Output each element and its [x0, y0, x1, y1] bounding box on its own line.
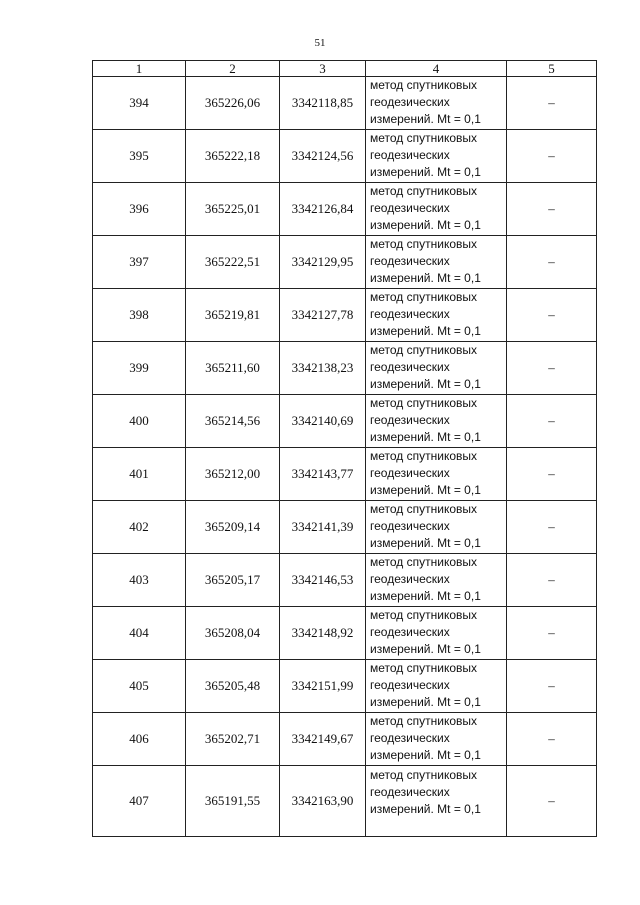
y-coordinate-cell: 3342118,85: [280, 77, 366, 130]
note-cell: –: [507, 236, 597, 289]
page-number: 51: [314, 37, 326, 49]
method-line: метод спутниковых: [370, 768, 478, 782]
method-cell: [366, 554, 507, 607]
method-line: измерений. Mt = 0,1: [370, 324, 481, 338]
method-line: метод спутниковых: [370, 78, 478, 92]
method-line: метод спутниковых: [370, 290, 478, 304]
note-cell: –: [507, 554, 597, 607]
x-coordinate-cell: 365202,71: [186, 713, 280, 766]
method-cell: [366, 607, 507, 660]
method-line: измерений. Mt = 0,1: [370, 271, 481, 285]
x-coordinate-cell: 365219,81: [186, 289, 280, 342]
method-cell: [366, 130, 507, 183]
method-line: метод спутниковых: [370, 396, 478, 410]
table-row: [93, 77, 597, 130]
method-cell: [366, 501, 507, 554]
method-line: метод спутниковых: [370, 184, 478, 198]
note-cell: –: [507, 289, 597, 342]
method-line: метод спутниковых: [370, 237, 478, 251]
note-cell: –: [507, 607, 597, 660]
table-row: [93, 289, 597, 342]
method-line: измерений. Mt = 0,1: [370, 642, 481, 656]
table-row: [93, 766, 597, 837]
table-header: [93, 61, 597, 77]
method-cell: [366, 766, 507, 837]
point-number-cell: 407: [93, 766, 186, 837]
point-number-cell: 397: [93, 236, 186, 289]
method-line: геодезических: [370, 201, 450, 215]
header-col-3: 3: [280, 61, 366, 77]
y-coordinate-cell: 3342143,77: [280, 448, 366, 501]
x-coordinate-cell: 365211,60: [186, 342, 280, 395]
header-col-1: 1: [93, 61, 186, 77]
method-line: геодезических: [370, 466, 450, 480]
y-coordinate-cell: 3342151,99: [280, 660, 366, 713]
method-line: геодезических: [370, 95, 450, 109]
header-col-4: 4: [366, 61, 507, 77]
note-cell: –: [507, 713, 597, 766]
y-coordinate-cell: 3342163,90: [280, 766, 366, 837]
table-row: [93, 130, 597, 183]
method-line: метод спутниковых: [370, 608, 478, 622]
method-line: метод спутниковых: [370, 449, 478, 463]
method-cell: [366, 395, 507, 448]
coordinates-table: [92, 60, 597, 837]
y-coordinate-cell: 3342146,53: [280, 554, 366, 607]
method-cell: [366, 289, 507, 342]
header-col-5: 5: [507, 61, 597, 77]
table-row: [93, 554, 597, 607]
method-line: геодезических: [370, 731, 450, 745]
table-row: [93, 501, 597, 554]
y-coordinate-cell: 3342124,56: [280, 130, 366, 183]
method-cell: [366, 183, 507, 236]
note-cell: –: [507, 501, 597, 554]
method-line: измерений. Mt = 0,1: [370, 377, 481, 391]
method-line: измерений. Mt = 0,1: [370, 695, 481, 709]
table-row: [93, 607, 597, 660]
method-line: геодезических: [370, 307, 450, 321]
point-number-cell: 403: [93, 554, 186, 607]
x-coordinate-cell: 365191,55: [186, 766, 280, 837]
table-body: [93, 77, 597, 837]
x-coordinate-cell: 365225,01: [186, 183, 280, 236]
point-number-cell: 399: [93, 342, 186, 395]
header-row: [93, 61, 597, 77]
y-coordinate-cell: 3342127,78: [280, 289, 366, 342]
table-row: [93, 448, 597, 501]
point-number-cell: 406: [93, 713, 186, 766]
y-coordinate-cell: 3342149,67: [280, 713, 366, 766]
table-row: [93, 183, 597, 236]
method-line: геодезических: [370, 413, 450, 427]
note-cell: –: [507, 183, 597, 236]
y-coordinate-cell: 3342148,92: [280, 607, 366, 660]
method-line: метод спутниковых: [370, 131, 478, 145]
x-coordinate-cell: 365208,04: [186, 607, 280, 660]
x-coordinate-cell: 365212,00: [186, 448, 280, 501]
x-coordinate-cell: 365222,18: [186, 130, 280, 183]
point-number-cell: 401: [93, 448, 186, 501]
note-cell: –: [507, 77, 597, 130]
method-line: измерений. Mt = 0,1: [370, 536, 481, 550]
y-coordinate-cell: 3342126,84: [280, 183, 366, 236]
note-cell: –: [507, 130, 597, 183]
method-line: метод спутниковых: [370, 502, 478, 516]
method-line: измерений. Mt = 0,1: [370, 165, 481, 179]
x-coordinate-cell: 365214,56: [186, 395, 280, 448]
note-cell: –: [507, 448, 597, 501]
method-line: геодезических: [370, 572, 450, 586]
method-line: геодезических: [370, 519, 450, 533]
table-row: [93, 236, 597, 289]
method-line: метод спутниковых: [370, 714, 478, 728]
method-line: геодезических: [370, 678, 450, 692]
method-line: измерений. Mt = 0,1: [370, 589, 481, 603]
method-cell: [366, 342, 507, 395]
header-col-2: 2: [186, 61, 280, 77]
table-row: [93, 660, 597, 713]
x-coordinate-cell: 365209,14: [186, 501, 280, 554]
note-cell: –: [507, 395, 597, 448]
point-number-cell: 398: [93, 289, 186, 342]
method-line: измерений. Mt = 0,1: [370, 802, 481, 816]
point-number-cell: 405: [93, 660, 186, 713]
point-number-cell: 395: [93, 130, 186, 183]
method-line: геодезических: [370, 625, 450, 639]
y-coordinate-cell: 3342140,69: [280, 395, 366, 448]
method-line: метод спутниковых: [370, 661, 478, 675]
method-cell: [366, 713, 507, 766]
method-line: геодезических: [370, 360, 450, 374]
x-coordinate-cell: 365205,48: [186, 660, 280, 713]
table-row: [93, 395, 597, 448]
method-line: измерений. Mt = 0,1: [370, 748, 481, 762]
y-coordinate-cell: 3342129,95: [280, 236, 366, 289]
point-number-cell: 402: [93, 501, 186, 554]
point-number-cell: 394: [93, 77, 186, 130]
method-line: геодезических: [370, 148, 450, 162]
note-cell: –: [507, 660, 597, 713]
method-line: метод спутниковых: [370, 343, 478, 357]
method-cell: [366, 448, 507, 501]
method-line: измерений. Mt = 0,1: [370, 218, 481, 232]
x-coordinate-cell: 365226,06: [186, 77, 280, 130]
note-cell: –: [507, 766, 597, 837]
point-number-cell: 400: [93, 395, 186, 448]
y-coordinate-cell: 3342138,23: [280, 342, 366, 395]
note-cell: –: [507, 342, 597, 395]
x-coordinate-cell: 365222,51: [186, 236, 280, 289]
method-line: измерений. Mt = 0,1: [370, 483, 481, 497]
y-coordinate-cell: 3342141,39: [280, 501, 366, 554]
x-coordinate-cell: 365205,17: [186, 554, 280, 607]
method-cell: [366, 236, 507, 289]
method-line: измерений. Mt = 0,1: [370, 430, 481, 444]
method-cell: [366, 77, 507, 130]
method-line: метод спутниковых: [370, 555, 478, 569]
method-line: геодезических: [370, 785, 450, 799]
table-row: [93, 713, 597, 766]
point-number-cell: 404: [93, 607, 186, 660]
table-row: [93, 342, 597, 395]
method-line: геодезических: [370, 254, 450, 268]
method-cell: [366, 660, 507, 713]
point-number-cell: 396: [93, 183, 186, 236]
method-line: измерений. Mt = 0,1: [370, 112, 481, 126]
